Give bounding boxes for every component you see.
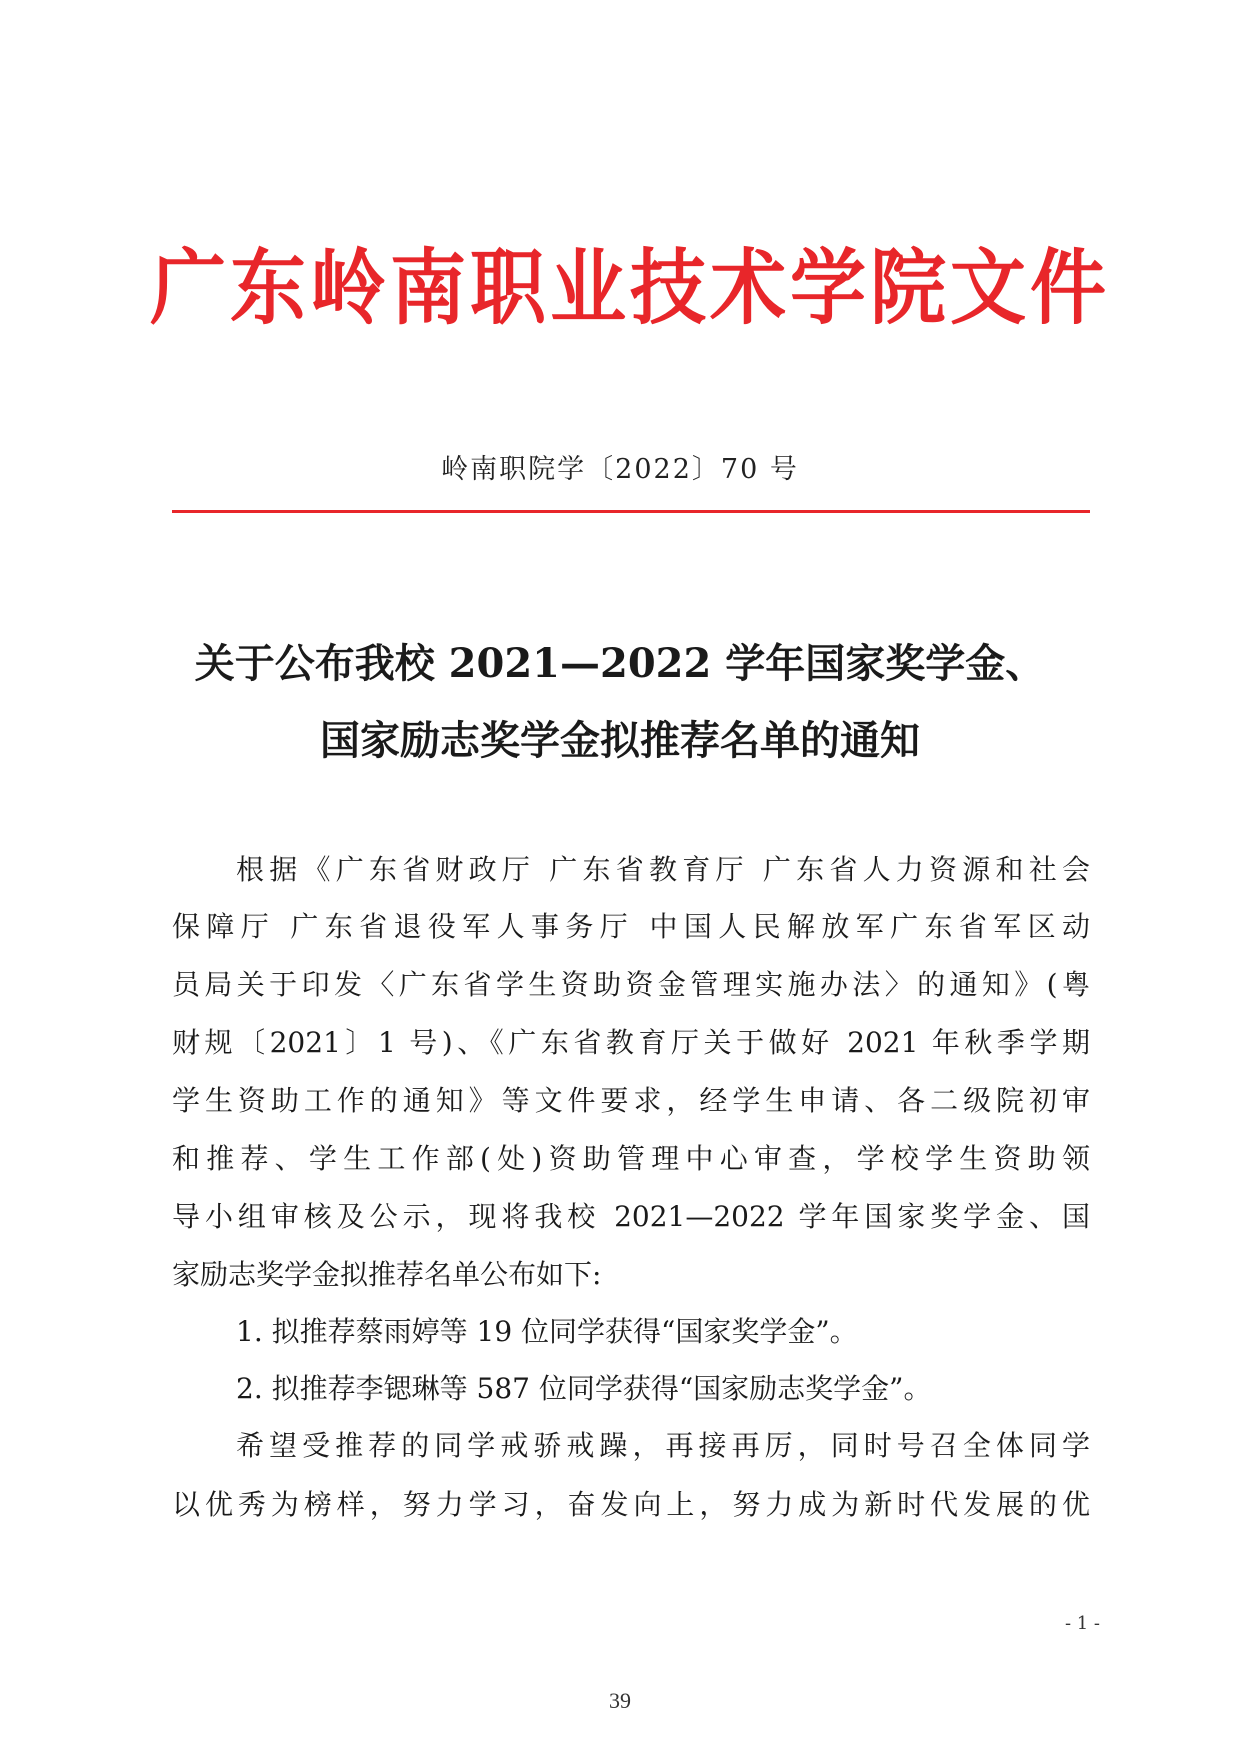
body-line: 以优秀为榜样，努力学习，奋发向上，努力成为新时代发展的优	[172, 1488, 1090, 1521]
body-line: 和推荐、学生工作部(处)资助管理中心审查，学校学生资助领	[172, 1142, 1090, 1175]
page-mark: - 1 -	[1064, 1613, 1100, 1634]
page-number: 39	[609, 1688, 631, 1713]
body-line: 保障厅 广东省退役军人事务厅 中国人民解放军广东省军区动	[172, 910, 1090, 943]
body-line: 财规〔2021〕1 号)、《广东省教育厅关于做好 2021 年秋季学期	[172, 1026, 1090, 1059]
notice-title-line-1: 关于公布我校 2021—2022 学年国家奖学金、	[194, 640, 1046, 687]
list-item-2: 2. 拟推荐李锶琳等 587 位同学获得“国家励志奖学金”。	[236, 1372, 932, 1405]
body-line: 学生资助工作的通知》等文件要求，经学生申请、各二级院初审	[172, 1084, 1090, 1117]
org-header-title: 广东岭南职业技术学院文件	[150, 239, 1110, 336]
document-number: 岭南职院学〔2022〕70 号	[441, 454, 799, 485]
body-line: 根据《广东省财政厅 广东省教育厅 广东省人力资源和社会	[236, 853, 1090, 886]
notice-title-line-2: 国家励志奖学金拟推荐名单的通知	[320, 717, 920, 764]
body-line: 希望受推荐的同学戒骄戒躁，再接再厉，同时号召全体同学	[236, 1429, 1090, 1462]
list-item-1: 1. 拟推荐蔡雨婷等 19 位同学获得“国家奖学金”。	[236, 1315, 858, 1348]
body-line: 导小组审核及公示，现将我校 2021—2022 学年国家奖学金、国	[172, 1200, 1090, 1233]
red-divider	[172, 510, 1090, 513]
body-line: 员局关于印发〈广东省学生资助资金管理实施办法〉的通知》(粤	[172, 968, 1090, 1001]
body-line: 家励志奖学金拟推荐名单公布如下:	[172, 1258, 602, 1291]
